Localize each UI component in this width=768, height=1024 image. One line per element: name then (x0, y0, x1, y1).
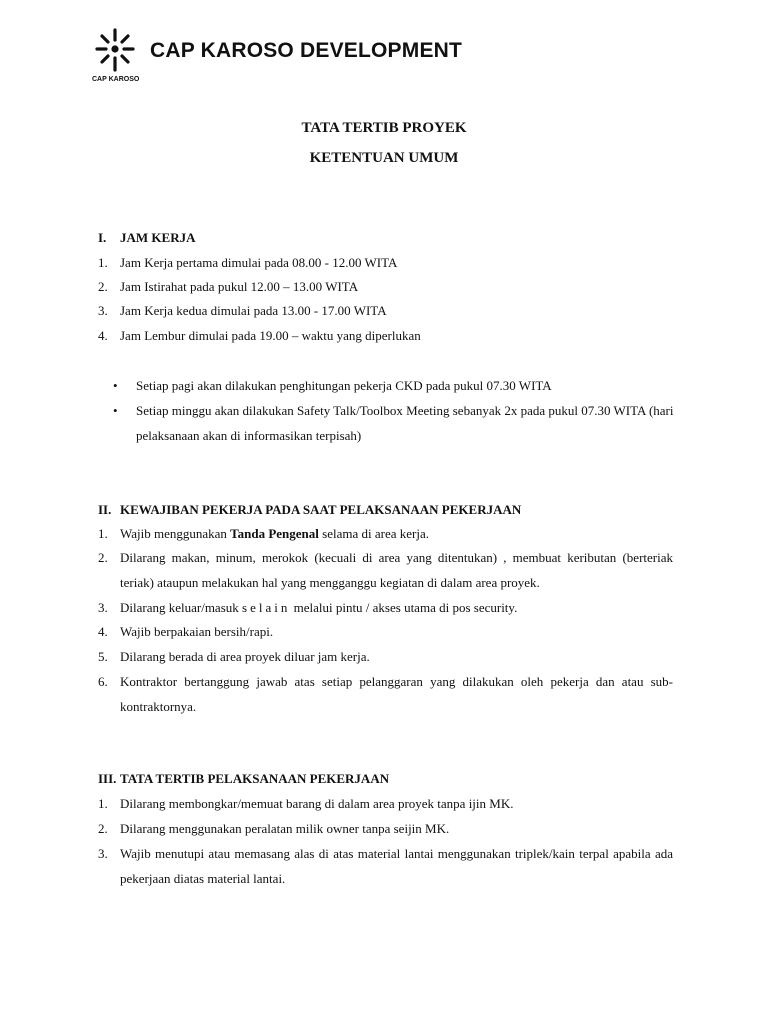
item-text-part: Dilarang keluar/masuk (120, 600, 243, 615)
item-number: 2. (98, 821, 108, 836)
item-text: Jam Kerja pertama dimulai pada 08.00 - 12.00 WITA (120, 255, 398, 270)
list-item (98, 274, 673, 299)
item-text: Kontraktor bertanggung jawab atas setiap pelanggaran yang dilakukan oleh pekerja dan atau sub-kontraktornya. (120, 674, 673, 714)
item-number: 1. (98, 796, 108, 811)
item-text: Dilarang menggunakan peralatan milik owner tanpa seijin MK. (120, 821, 450, 836)
logo-subtext: CAP KAROSO (92, 76, 140, 83)
item-text: Wajib menutupi atau memasang alas di atas material lantai menggunakan triplek/kain terpal apabila ada pekerjaan diatas material lantai. (120, 846, 673, 886)
item-number: 2. (98, 279, 108, 294)
item-text-bold: Tanda Pengenal (230, 526, 319, 541)
document-subtitle: KETENTUAN UMUM (309, 150, 459, 166)
item-number: 4. (98, 328, 108, 343)
section-number: I. (98, 230, 107, 245)
item-number: 1. (98, 255, 108, 270)
item-text (120, 521, 673, 546)
item-text-part: selama di area kerja. (318, 526, 429, 541)
item-number: 2. (98, 550, 108, 565)
item-number: 4. (98, 624, 108, 639)
item-number: 6. (98, 674, 108, 689)
item-text (120, 595, 673, 620)
bullet-icon: • (113, 378, 118, 393)
list-item (98, 545, 673, 595)
sunburst-icon (95, 28, 135, 74)
section-heading (98, 230, 195, 246)
item-number: 1. (98, 526, 108, 541)
item-number: 3. (98, 303, 108, 318)
section-number: II. (98, 502, 112, 517)
item-text: Jam Kerja kedua dimulai pada 13.00 - 17.00 WITA (120, 303, 387, 318)
item-text: Wajib berpakaian bersih/rapi. (120, 624, 274, 639)
section-heading (98, 771, 389, 787)
item-text: Dilarang membongkar/memuat barang di dalam area proyek tanpa ijin MK. (120, 796, 514, 811)
bullet-text: Setiap pagi akan dilakukan penghitungan pekerja CKD pada pukul 07.30 WITA (136, 378, 552, 393)
list-item (98, 669, 673, 719)
list-item (98, 644, 673, 669)
bullet-item (113, 398, 683, 448)
item-text: Jam Lembur dimulai pada 19.00 – waktu yang diperlukan (120, 328, 421, 343)
item-text: Dilarang makan, minum, merokok (kecuali di area yang ditentukan) , membuat keributan (berteriak teriak) ataupun melakukan hal yang mengganggu kegiatan di dalam area proyek. (120, 550, 673, 590)
item-text: Dilarang berada di area proyek diluar jam kerja. (120, 649, 370, 664)
list-item (98, 841, 673, 891)
list-item (98, 619, 673, 644)
section-number: III. (98, 771, 117, 786)
bullet-text: Setiap minggu akan dilakukan Safety Talk/Toolbox Meeting sebanyak 2x pada pukul 07.30 WITA (hari pelaksanaan akan di informasikan terpisah) (136, 403, 674, 443)
section-heading (98, 502, 521, 518)
list-item (98, 521, 673, 546)
list-item (98, 816, 673, 841)
list-item (98, 298, 673, 323)
document-title: TATA TERTIB PROYEK (301, 120, 467, 136)
item-text-part: Wajib menggunakan (120, 526, 231, 541)
company-name: CAP KAROSO DEVELOPMENT (150, 39, 463, 62)
list-item (98, 323, 673, 348)
item-text-spaced: selain (242, 600, 291, 615)
item-text-part: melalui pintu / akses utama di pos security. (290, 600, 518, 615)
section-title: KEWAJIBAN PEKERJA PADA SAAT PELAKSANAAN PEKERJAAN (120, 502, 522, 517)
item-number: 5. (98, 649, 108, 664)
section-title: TATA TERTIB PELAKSANAAN PEKERJAAN (120, 771, 390, 786)
bullet-icon: • (113, 403, 118, 418)
bullet-item (113, 373, 683, 398)
list-item (98, 595, 673, 620)
list-item (98, 791, 673, 816)
item-text: Jam Istirahat pada pukul 12.00 – 13.00 WITA (120, 279, 359, 294)
company-logo (92, 28, 492, 90)
section-title: JAM KERJA (120, 230, 196, 245)
item-number: 3. (98, 600, 108, 615)
list-item (98, 250, 673, 275)
item-number: 3. (98, 846, 108, 861)
